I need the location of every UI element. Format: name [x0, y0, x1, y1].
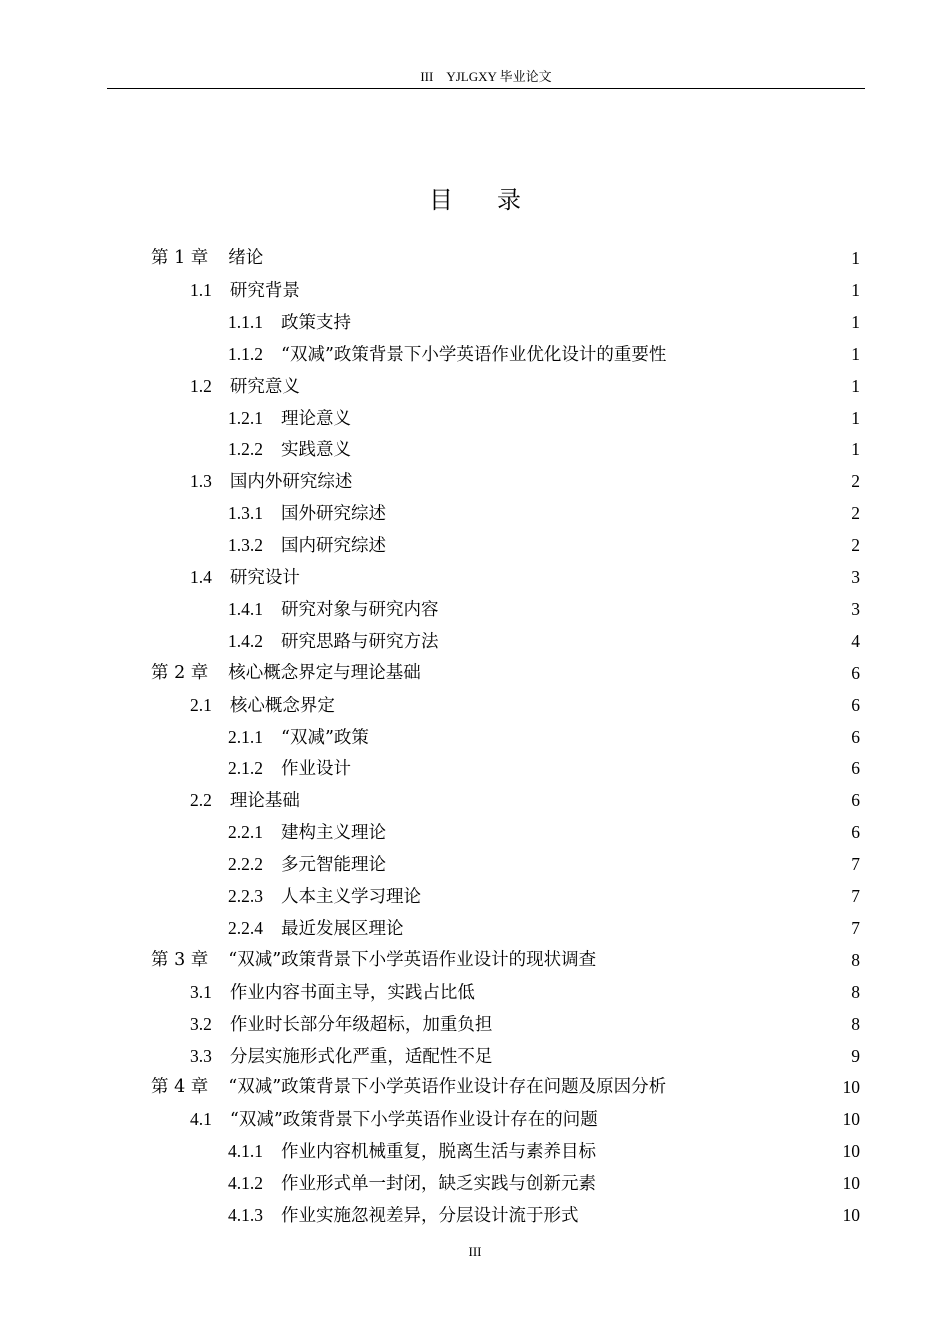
toc-entry[interactable] — [228, 338, 666, 370]
toc-entry-number: 1.2.1 — [228, 408, 263, 428]
toc-entry-title: 核心概念界定 — [229, 696, 335, 716]
toc-entry-title: 实践意义 — [281, 440, 351, 460]
toc-entry-number: 2.2 — [190, 790, 212, 810]
toc-entry-number: 2.2.2 — [228, 854, 263, 874]
toc-entry-page: 6 — [851, 758, 860, 778]
toc-entry-title: “双减”政策背景下小学英语作业设计存在问题及原因分析 — [228, 1077, 667, 1097]
toc-entry-number: 3.2 — [190, 1014, 212, 1034]
toc-entry[interactable] — [190, 784, 300, 816]
toc-entry-number: 4.1 — [190, 1109, 212, 1129]
toc-entry[interactable] — [228, 721, 369, 753]
toc-entry-number: 1.1 — [190, 280, 212, 300]
toc-entry-title: 作业时长部分年级超标，加重负担 — [229, 1015, 493, 1035]
toc-entry-title: 理论意义 — [281, 409, 351, 429]
toc-entry-page: 1 — [851, 439, 860, 459]
toc-entry-title: 研究背景 — [229, 281, 300, 301]
toc-entry-page: 6 — [851, 663, 860, 683]
toc-entry-title: 多元智能理论 — [281, 855, 386, 875]
toc-entry-page: 7 — [851, 918, 860, 938]
toc-entry-page: 1 — [851, 312, 860, 332]
toc-entry-page: 6 — [851, 790, 860, 810]
toc-entry[interactable] — [190, 976, 475, 1008]
toc-entry[interactable] — [228, 752, 351, 784]
toc-entry[interactable] — [228, 1167, 596, 1199]
toc-entry[interactable] — [228, 497, 386, 529]
toc-entry[interactable] — [151, 657, 421, 689]
toc-entry-number: 1.4.2 — [228, 631, 263, 651]
toc-entry-title: “双减”政策 — [281, 728, 369, 748]
toc-entry-title: 研究思路与研究方法 — [281, 632, 439, 652]
toc-entry-number: 2.1 — [190, 695, 212, 715]
toc-entry-number: 3.1 — [190, 982, 212, 1002]
toc-entry-title: 建构主义理论 — [281, 823, 386, 843]
toc-entry-title: 作业实施忽视差异，分层设计流于形式 — [281, 1206, 579, 1226]
toc-entry-number: 1.3.2 — [228, 535, 263, 555]
toc-entry-title: 作业内容书面主导，实践占比低 — [229, 983, 475, 1003]
toc-entry-page: 6 — [851, 822, 860, 842]
toc-entry-page: 10 — [842, 1077, 860, 1097]
toc-entry-page: 7 — [851, 886, 860, 906]
toc-entry-title: 国内外研究综述 — [229, 472, 353, 492]
toc-entry-number: 1.1.2 — [228, 344, 263, 364]
toc-entry-title: 绪论 — [228, 248, 264, 268]
toc-entry-number: 第 3 章 — [151, 950, 209, 970]
toc-entry[interactable] — [190, 465, 352, 497]
header-rule — [107, 88, 865, 89]
toc-entry-page: 1 — [851, 376, 860, 396]
toc-entry-title: “双减”政策背景下小学英语作业设计的现状调查 — [228, 950, 597, 970]
toc-entry[interactable] — [190, 561, 300, 593]
toc-entry-title: 研究设计 — [229, 568, 300, 588]
toc-entry-number: 第 4 章 — [151, 1077, 209, 1097]
toc-entry-title: 最近发展区理论 — [281, 919, 404, 939]
toc-entry-page: 10 — [842, 1205, 860, 1225]
toc-entry-title: “双减”政策背景下小学英语作业优化设计的重要性 — [281, 345, 667, 365]
toc-entry[interactable] — [151, 242, 263, 274]
toc-entry-number: 1.3.1 — [228, 503, 263, 523]
toc-entry-page: 2 — [851, 471, 860, 491]
toc-entry-title: 研究意义 — [229, 377, 300, 397]
toc-entry-page: 2 — [851, 535, 860, 555]
toc-entry-page: 9 — [851, 1046, 860, 1066]
toc-entry-number: 3.3 — [190, 1046, 212, 1066]
toc-entry[interactable] — [228, 880, 421, 912]
toc-entry-page: 10 — [842, 1141, 860, 1161]
toc-entry-number: 1.1.1 — [228, 312, 263, 332]
toc-entry-title: 人本主义学习理论 — [281, 887, 421, 907]
toc-entry-title: 国内研究综述 — [281, 536, 386, 556]
toc-entry-page: 4 — [851, 631, 860, 651]
toc-entry[interactable] — [228, 433, 351, 465]
toc-entry-page: 3 — [851, 567, 860, 587]
toc-entry-page: 10 — [842, 1173, 860, 1193]
page-number: III — [468, 1244, 482, 1259]
toc-entry[interactable] — [228, 912, 404, 944]
toc-entry-number: 1.4 — [190, 567, 212, 587]
toc-entry-number: 2.1.1 — [228, 727, 263, 747]
toc-entry-page: 3 — [851, 599, 860, 619]
toc-entry[interactable] — [228, 625, 439, 657]
toc-entry[interactable] — [151, 944, 596, 976]
toc-entry[interactable] — [190, 1103, 598, 1135]
toc-entry-number: 2.1.2 — [228, 758, 263, 778]
toc-entry[interactable] — [228, 1199, 579, 1231]
toc-entry-title: 分层实施形式化严重，适配性不足 — [229, 1047, 493, 1067]
toc-title: 目录 — [429, 186, 565, 214]
toc-entry-title: 国外研究综述 — [281, 504, 386, 524]
toc-entry-number: 1.4.1 — [228, 599, 263, 619]
toc-entry-number: 2.2.3 — [228, 886, 263, 906]
toc-entry-title: 作业内容机械重复，脱离生活与素养目标 — [281, 1142, 596, 1162]
toc-entry-number: 4.1.1 — [228, 1141, 263, 1161]
toc-entry-title: 理论基础 — [229, 791, 300, 811]
toc-entry-page: 1 — [851, 344, 860, 364]
toc-entry[interactable] — [228, 1135, 596, 1167]
toc-entry-page: 6 — [851, 695, 860, 715]
toc-entry[interactable] — [228, 529, 386, 561]
toc-entry[interactable] — [228, 306, 351, 338]
toc-entry[interactable] — [228, 848, 386, 880]
toc-entry[interactable] — [151, 1071, 666, 1103]
toc-entry-number: 1.2 — [190, 376, 212, 396]
toc-entry[interactable] — [190, 1008, 492, 1040]
toc-entry-number: 1.3 — [190, 471, 212, 491]
toc-entry-number: 2.2.4 — [228, 918, 263, 938]
toc-entry-page: 1 — [851, 248, 860, 268]
toc-entry-number: 2.2.1 — [228, 822, 263, 842]
toc-entry-page: 10 — [842, 1109, 860, 1129]
toc-entry-title: 研究对象与研究内容 — [281, 600, 439, 620]
toc-entry-title: 作业形式单一封闭，缺乏实践与创新元素 — [281, 1174, 596, 1194]
toc-entry[interactable] — [228, 593, 439, 625]
toc-entry[interactable] — [228, 816, 386, 848]
toc-entry-page: 1 — [851, 408, 860, 428]
toc-entry-page: 8 — [851, 950, 860, 970]
toc-entry-page: 1 — [851, 280, 860, 300]
toc-entry-title: 政策支持 — [281, 313, 351, 333]
toc-entry-page: 2 — [851, 503, 860, 523]
toc-entry-page: 8 — [851, 1014, 860, 1034]
toc-entry[interactable] — [190, 370, 300, 402]
toc-entry-page: 8 — [851, 982, 860, 1002]
toc-entry-title: 核心概念界定与理论基础 — [228, 663, 421, 683]
toc-entry-number: 4.1.2 — [228, 1173, 263, 1193]
toc-entry[interactable] — [190, 1040, 492, 1072]
toc-entry-number: 1.2.2 — [228, 439, 263, 459]
toc-entry-page: 6 — [851, 727, 860, 747]
toc-entry-page: 7 — [851, 854, 860, 874]
toc-entry[interactable] — [190, 689, 335, 721]
toc-entry[interactable] — [190, 274, 300, 306]
toc-entry-number: 第 2 章 — [151, 663, 209, 683]
toc-entry-number: 4.1.3 — [228, 1205, 263, 1225]
toc-entry-number: 第 1 章 — [151, 248, 209, 268]
toc-entry-title: 作业设计 — [281, 759, 351, 779]
toc-entry-title: “双减”政策背景下小学英语作业设计存在的问题 — [229, 1110, 598, 1130]
toc-entry[interactable] — [228, 402, 351, 434]
running-header: III YJLGXY 毕业论文 — [420, 69, 552, 84]
